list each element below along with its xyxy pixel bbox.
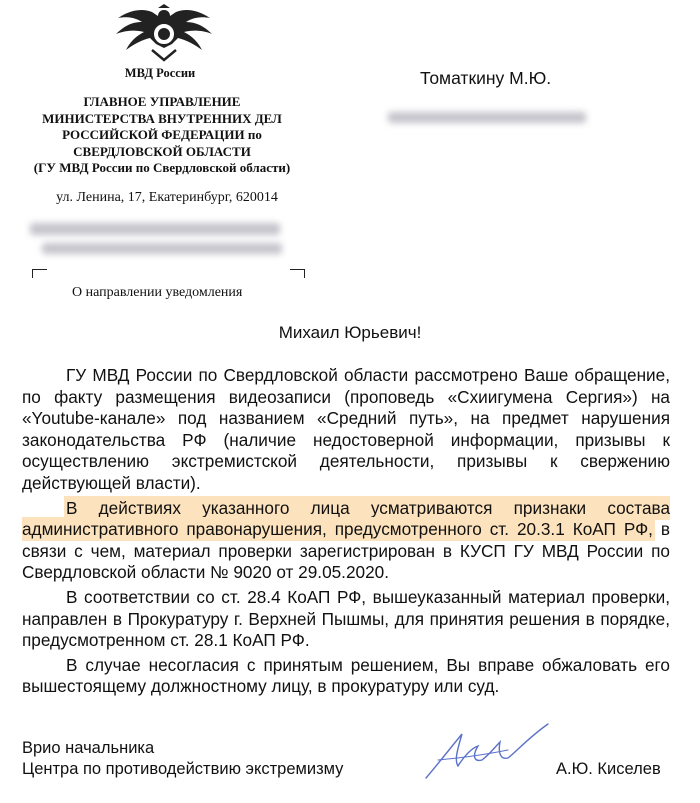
- org-line: (ГУ МВД России по Свердловской области): [33, 160, 291, 175]
- org-short-name: МВД России: [124, 66, 196, 80]
- redacted-reference: [42, 243, 282, 254]
- signatory-title: [22, 738, 343, 780]
- signatory-title-line: Центра по противодействию экстремизму: [22, 760, 344, 778]
- org-line: СВЕРДЛОВСКОЙ ОБЛАСТИ: [73, 143, 251, 159]
- redacted-recipient-contact: [388, 112, 586, 123]
- org-line: РОССИЙСКОЙ ФЕДЕРАЦИИ по: [62, 127, 262, 142]
- signatory-name: А.Ю. Киселев: [556, 760, 661, 778]
- greeting: Михаил Юрьевич!: [278, 323, 422, 342]
- recipient-name: Томаткину М.Ю.: [420, 68, 552, 88]
- paragraph: В случае несогласия с принятым решением, Вы вправе обжаловать его вышестоящему должностному лицу, в прокуратуру или суд.: [22, 654, 670, 697]
- letter-subject: О направлении уведомления: [72, 285, 243, 300]
- redacted-reference: [30, 223, 280, 235]
- paragraph: ГУ МВД России по Свердловской области рассмотрено Ваше обращение, по факту размещения видеозаписи (проповедь «Схиигумена Сергия») на «Youtube-канале» под названием «Средний путь», на предмет нарушения законодательства РФ (наличие недостоверной информации, призывы к осуществлению экстремистской деятельности, призывы к свержению действующей власти).: [22, 365, 670, 493]
- subject-corner-left: [32, 269, 47, 278]
- paragraph: [22, 498, 670, 584]
- org-line: МИНИСТЕРСТВА ВНУТРЕННИХ ДЕЛ: [42, 110, 282, 126]
- paragraph: В соответствии со ст. 28.4 КоАП РФ, вышеуказанный материал проверки, направлен в Прокуратуру г. Верхней Пышмы, для принятия решения в порядке, предусмотренном ст. 28.1 КоАП РФ.: [22, 586, 670, 651]
- subject-corner-right: [290, 269, 305, 278]
- signatory-title-line: Врио начальника: [22, 739, 155, 757]
- org-full-name: [22, 94, 302, 177]
- org-line: ГЛАВНОЕ УПРАВЛЕНИЕ: [83, 94, 241, 109]
- org-address: ул. Ленина, 17, Екатеринбург, 620014: [56, 190, 278, 205]
- paragraph-continuation: в связи с чем, материал проверки зарегистрирован в КУСП ГУ МВД России по Свердловской области № 9020 от 29.05.2020.: [22, 519, 670, 583]
- letter-body: [22, 365, 670, 701]
- mvd-emblem-icon: [112, 4, 216, 62]
- highlighted-text: В действиях указанного лица усматриваются признаки состава административного правонарушения, предусмотренного ст. 20.3.1 КоАП РФ,: [22, 497, 670, 540]
- handwritten-signature-icon: [418, 716, 558, 786]
